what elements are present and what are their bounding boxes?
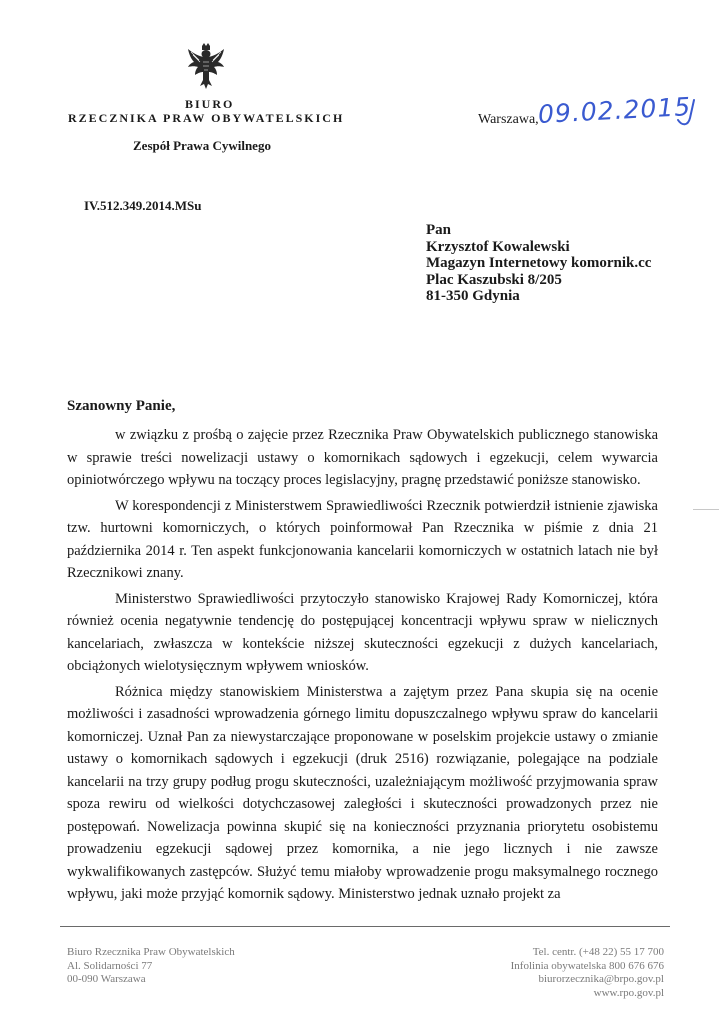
- footer-street: Al. Solidarności 77: [67, 959, 153, 972]
- footer-hotline: Infolinia obywatelska 800 676 676: [510, 959, 664, 972]
- body-paragraph: Ministerstwo Sprawiedliwości przytoczyło stanowisko Krajowej Rady Komorniczej, która również ocenia negatywnie tendencję do postępującej koncentracji wpływu spraw w nielicznych kancelariach, zwłaszcza w kontekście niższej skuteczności egzekucji z dużych kancelariach, obciążonych wielotysięcznym wpływem wniosków.: [67, 590, 658, 674]
- salutation: Szanowny Panie,: [67, 398, 176, 414]
- recipient-street: Plac Kaszubski 8/205: [426, 271, 562, 288]
- body-paragraph: W korespondencji z Ministerstwem Sprawiedliwości Rzecznik potwierdził istnienie zjawiska tzw. hurtowni komorniczych, o których poinformował Pan Rzecznika w piśmie z dnia 21 października 2014 r. Ten aspekt funkcjonowania kancelarii komorniczych w ostatnich latach nie był Rzecznikowi znany.: [67, 497, 658, 581]
- handwritten-initial-mark-icon: [674, 96, 698, 130]
- footer-divider: [60, 926, 670, 927]
- recipient-name: Krzysztof Kowalewski: [426, 238, 570, 255]
- footer-contact: [511, 946, 664, 1000]
- footer-email: biurorzecznika@brpo.gov.pl: [538, 973, 664, 985]
- footer-phone: Tel. centr. (+48 22) 55 17 700: [532, 946, 664, 958]
- footer-website: www.rpo.gov.pl: [593, 986, 664, 999]
- recipient-address-block: [426, 222, 651, 305]
- body-paragraph: Różnica między stanowiskiem Ministerstwa a zajętym przez Pana skupia się na ocenie możliwości i zasadności wprowadzenia górnego limitu dopuszczalnego wpływu spraw do kancelarii komorniczej. Uznał Pan za niewystarczające proponowane w poselskim projekcie ustawy o zmianie ustawy o komornikach sądowych i egzekucji (druk 2516) rozwiązanie, polegające na podziale kancelarii na trzy grupy podług progu skuteczności, uzależniającym możliwość przyjmowania spraw spoza rewiru od wielkości dotychczasowej zaległości i skuteczności prowadzonych przez nie postępowań. Nowelizacja powinna skupić się na konieczności przyznania priorytetu osobistemu prowadzeniu egzekucji sądowej przez komornika, a nie jego licznych i nie zawsze wykwalifikowanych zastępców. Służyć temu miałoby wprowadzenie progu maksymalnego rocznego wpływu, jaki może przyjąć komornik sądowy. Ministerstwo jednak uznało projekt za: [67, 683, 658, 902]
- letter-body: [67, 424, 658, 909]
- body-paragraph: w związku z prośbą o zajęcie przez Rzecznika Praw Obywatelskich publicznego stanowiska w sprawie treści nowelizacji ustawy o komornikach sądowych i egzekucji, celem wywarcia opiniotwórczego wpływu na toczący proces legislacyjny, pragnę przedstawić poniższe stanowisko.: [67, 427, 658, 488]
- footer-office-name: Biuro Rzecznika Praw Obywatelskich: [67, 946, 235, 958]
- institution-line-2: RZECZNIKA PRAW OBYWATELSKICH: [68, 111, 345, 125]
- case-reference-number: IV.512.349.2014.MSu: [84, 198, 202, 213]
- department-name: Zespół Prawa Cywilnego: [133, 138, 271, 153]
- handwritten-date: 09.02.2015: [537, 92, 692, 129]
- recipient-organization: Magazyn Internetowy komornik.cc: [426, 255, 652, 271]
- recipient-title: Pan: [426, 222, 452, 238]
- city-label: Warszawa,: [478, 112, 539, 127]
- institution-line-1: BIURO: [185, 97, 235, 111]
- eagle-emblem-icon: [186, 42, 226, 92]
- recipient-postal-city: 81-350 Gdynia: [426, 288, 520, 304]
- margin-mark: [693, 509, 719, 510]
- footer-address: [67, 946, 235, 987]
- footer-postal-city: 00-090 Warszawa: [67, 973, 146, 985]
